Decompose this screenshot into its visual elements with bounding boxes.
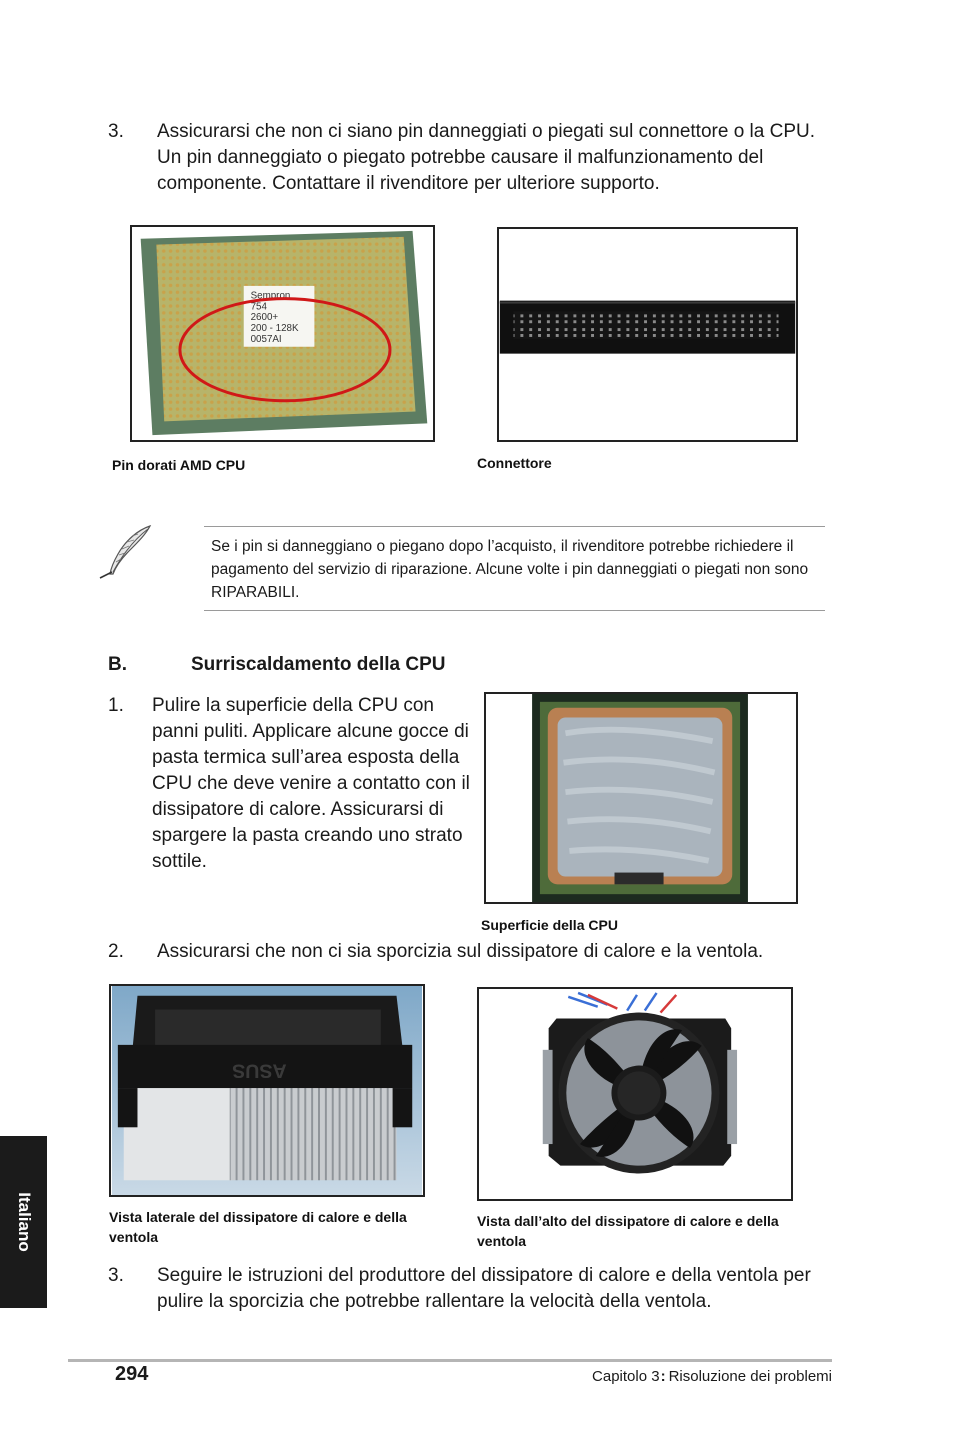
step-text: Assicurarsi che non ci siano pin danneggiati o piegati sul connettore o la CPU. Un pin danneggiato o piegato potrebbe causare il malfunzionamento del componente. Contattare il rivenditore per ulteriore supporto. [157,121,815,194]
step-number: 3. [108,121,124,142]
step-text: Assicurarsi che non ci sia sporcizia sul dissipatore di calore e la ventola. [157,941,764,962]
note-text: Se i pin si danneggiano o piegano dopo l’acquisto, il rivenditore potrebbe richiedere il pagamento del servizio di riparazione. Alcune volte i pin danneggiati o piegati non sono RIPARABILI. [211,538,809,601]
caption-cpu-surface: Superficie della CPU [481,917,618,933]
step-2-heatsink-dirt [108,939,828,967]
note-top-rule [204,526,825,527]
caption-heatsink-top-view: Vista dall’alto del dissipatore di calore e della ventola [477,1213,779,1249]
heatsink-top-view-photo [477,987,793,1201]
cpu-label-line: 0057AI [250,333,282,345]
chapter-separator: : [660,1368,666,1385]
page-number: 294 [115,1363,149,1385]
step-text: Pulire la superficie della CPU con panni puliti. Applicare alcune gocce di pasta termica sull’area esposta della CPU che deve venire a contatto con il dissipatore di calore. Assicurarsi di spargere la pasta creando uno strato sottile. [152,695,470,872]
cpu-label-line: 200 - 128K [250,323,299,335]
cpu-label-line: 2600+ [250,312,279,324]
step-number: 2. [108,941,124,962]
amd-cpu-pins-photo [130,225,435,442]
heatsink-brand: ASUS [232,1059,287,1082]
step-3-clean-fan [108,1263,828,1319]
cpu-surface-photo [484,692,798,904]
caption-cpu-pins: Pin dorati AMD CPU [112,457,246,473]
cpu-pins-illustration [132,227,433,440]
step-3-pins [108,119,828,199]
fan-top-illustration [479,989,791,1199]
caption-connector: Connettore [477,455,552,471]
caption-heatsink-side-view: Vista laterale del dissipatore di calore e della ventola [109,1209,407,1245]
cpu-label-line: Sempron [250,290,291,302]
heatsink-side-view-photo [109,984,425,1197]
step-1-clean-cpu [108,693,483,883]
feather-pen-icon [98,522,158,582]
note-bottom-rule [204,610,825,611]
language-label: Italiano [14,1192,34,1252]
footer-rule [68,1359,832,1362]
cpu-surface-illustration [486,694,796,902]
heatsink-side-illustration [111,986,423,1195]
chapter-footer [592,1368,832,1385]
connector-illustration [499,229,796,440]
step-number: 1. [108,695,124,716]
step-number: 3. [108,1265,124,1286]
connector-photo [497,227,798,442]
chapter-prefix: Capitolo 3 [592,1368,660,1385]
chapter-title: Risoluzione dei problemi [668,1368,832,1385]
section-title: Surriscaldamento della CPU [191,654,446,675]
language-side-tab [0,1136,47,1308]
step-text: Seguire le istruzioni del produttore del dissipatore di calore e della ventola per pulire la sporcizia che potrebbe rallentare la velocità della ventola. [157,1265,811,1312]
section-letter: B. [108,654,127,675]
cpu-label-line: 754 [250,301,267,313]
